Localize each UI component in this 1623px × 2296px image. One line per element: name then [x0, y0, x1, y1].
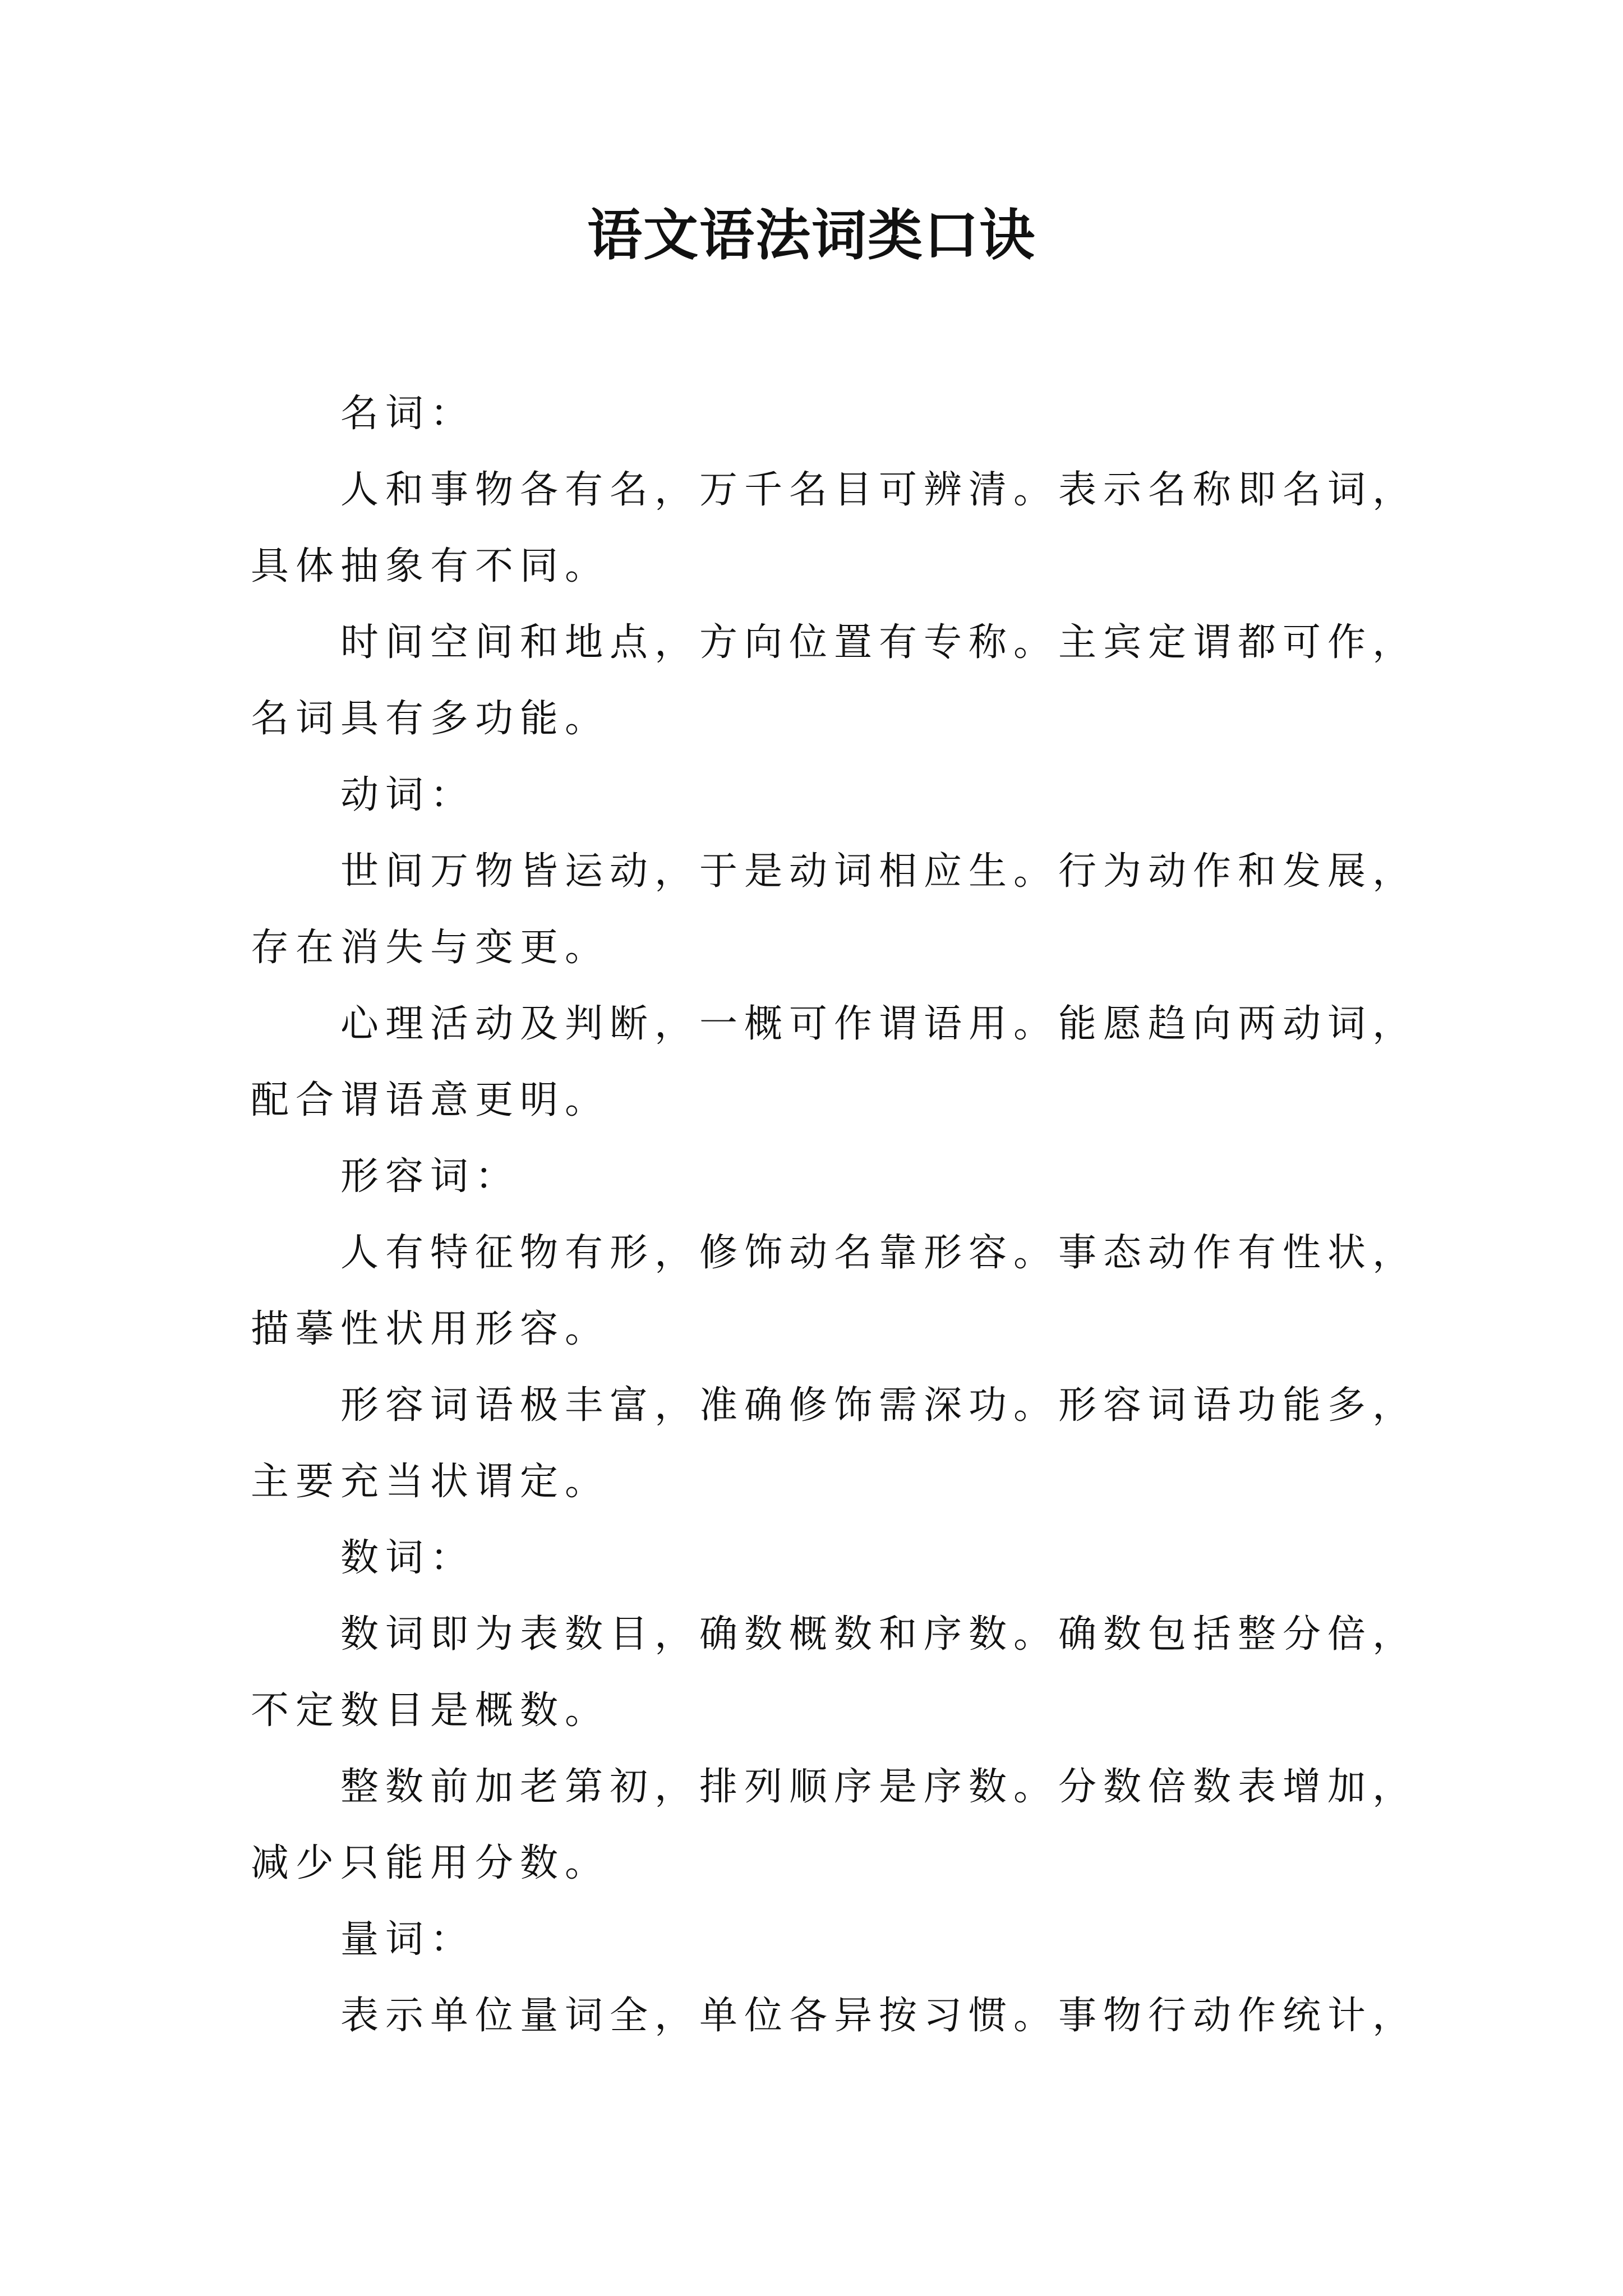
paragraph: 整数前加老第初，排列顺序是序数。分数倍数表增加，减少只能用分数。	[251, 1765, 1418, 1885]
section-heading-measure-word: 量词：	[340, 1917, 476, 1962]
paragraph: 人和事物各有名，万千名目可辨清。表示名称即名词，具体抽象有不同。	[251, 468, 1418, 588]
document-title: 语文语法词类口诀	[587, 203, 1036, 268]
section-heading-numeral: 数词：	[340, 1536, 476, 1580]
paragraph: 数词即为表数目，确数概数和序数。确数包括整分倍，不定数目是概数。	[251, 1612, 1418, 1733]
paragraph: 时间空间和地点，方向位置有专称。主宾定谓都可作，名词具有多功能。	[251, 620, 1418, 741]
paragraph: 人有特征物有形，修饰动名靠形容。事态动作有性状，描摹性状用形容。	[251, 1231, 1418, 1351]
paragraph: 形容词语极丰富，准确修饰需深功。形容词语功能多，主要充当状谓定。	[251, 1383, 1418, 1504]
section-heading-adjective: 形容词：	[340, 1154, 520, 1199]
document-body	[251, 376, 1417, 2054]
section-heading-noun: 名词：	[340, 392, 476, 436]
section-heading-verb: 动词：	[340, 773, 476, 817]
paragraph: 心理活动及判断，一概可作谓语用。能愿趋向两动词，配合谓语意更明。	[251, 1002, 1418, 1122]
paragraph: 表示单位量词全，单位各异按习惯。事物行动作统计，	[340, 1994, 1418, 2038]
paragraph: 世间万物皆运动，于是动词相应生。行为动作和发展，存在消失与变更。	[251, 849, 1418, 970]
